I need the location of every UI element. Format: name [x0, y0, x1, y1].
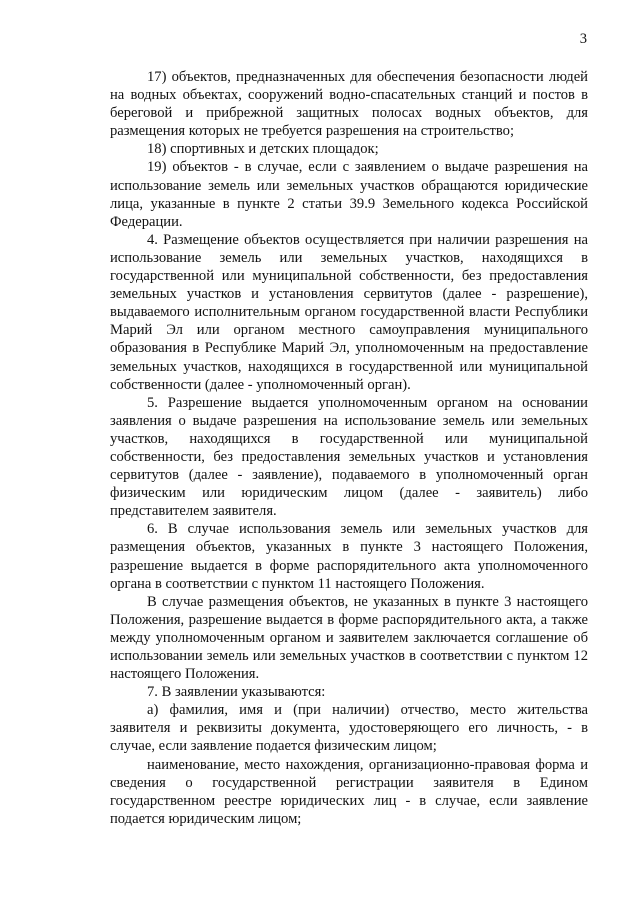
paragraph-item-17: 17) объектов, предназначенных для обеспечения безопасности людей на водных объектах, сооружений водно-спасательных станций и постов в береговой и прибрежной защитных полосах водных объектов, для размещения которых не требуется разрешения на строительство;: [110, 69, 588, 140]
paragraph-section-4: 4. Размещение объектов осуществляется при наличии разрешения на использование земель или земельных участков, находящихся в государственной или муниципальной собственности, без предоставления земельных участков и установления сервитутов (далее - разрешение), выдаваемого исполнительным органом государственной власти Республики Марий Эл или органом местного самоуправления муниципального образования в Республике Марий Эл, уполномоченным на предоставление земельных участков, находящихся в государственной или муниципальной собственности (далее - уполномоченный орган).: [110, 231, 588, 393]
page-number: 3: [579, 31, 587, 47]
paragraph-section-5: 5. Разрешение выдается уполномоченным органом на основании заявления о выдаче разрешения на использование земель или земельных участков, находящихся в государственной или муниципальной собственности, без предоставления земельных участков и установления сервитутов (далее - заявление), подаваемого в уполномоченный орган физическим или юридическим лицом (далее - заявитель) либо представителем заявителя.: [110, 394, 588, 520]
paragraph-item-19: 19) объектов - в случае, если с заявлением о выдаче разрешения на использование земель или земельных участков обращаются юридические лица, указанные в пункте 2 статьи 39.9 Земельного кодекса Российской Федерации.: [110, 159, 588, 230]
paragraph-section-7-a: а) фамилия, имя и (при наличии) отчество, место жительства заявителя и реквизиты документа, удостоверяющего его личность, - в случае, если заявление подается физическим лицом;: [110, 702, 588, 755]
document-body: [110, 68, 588, 828]
paragraph-section-6-continued: В случае размещения объектов, не указанных в пункте 3 настоящего Положения, разрешение выдается в форме распорядительного акта, а также между уполномоченным органом и заявителем заключается соглашение об использовании земель или земельных участков в соответствии с пунктом 12 настоящего Положения.: [110, 593, 588, 683]
paragraph-item-18: 18) спортивных и детских площадок;: [147, 141, 379, 158]
paragraph-section-7: 7. В заявлении указываются:: [147, 684, 326, 701]
paragraph-section-7-a-legal: наименование, место нахождения, организационно-правовая форма и сведения о государственной регистрации заявителя в Едином государственном реестре юридических лиц - в случае, если заявление подается юридическим лицом;: [110, 756, 588, 827]
paragraph-section-6: 6. В случае использования земель или земельных участков для размещения объектов, указанных в пункте 3 настоящего Положения, разрешение выдается в форме распорядительного акта уполномоченного органа в соответствии с пунктом 11 настоящего Положения.: [110, 521, 588, 592]
